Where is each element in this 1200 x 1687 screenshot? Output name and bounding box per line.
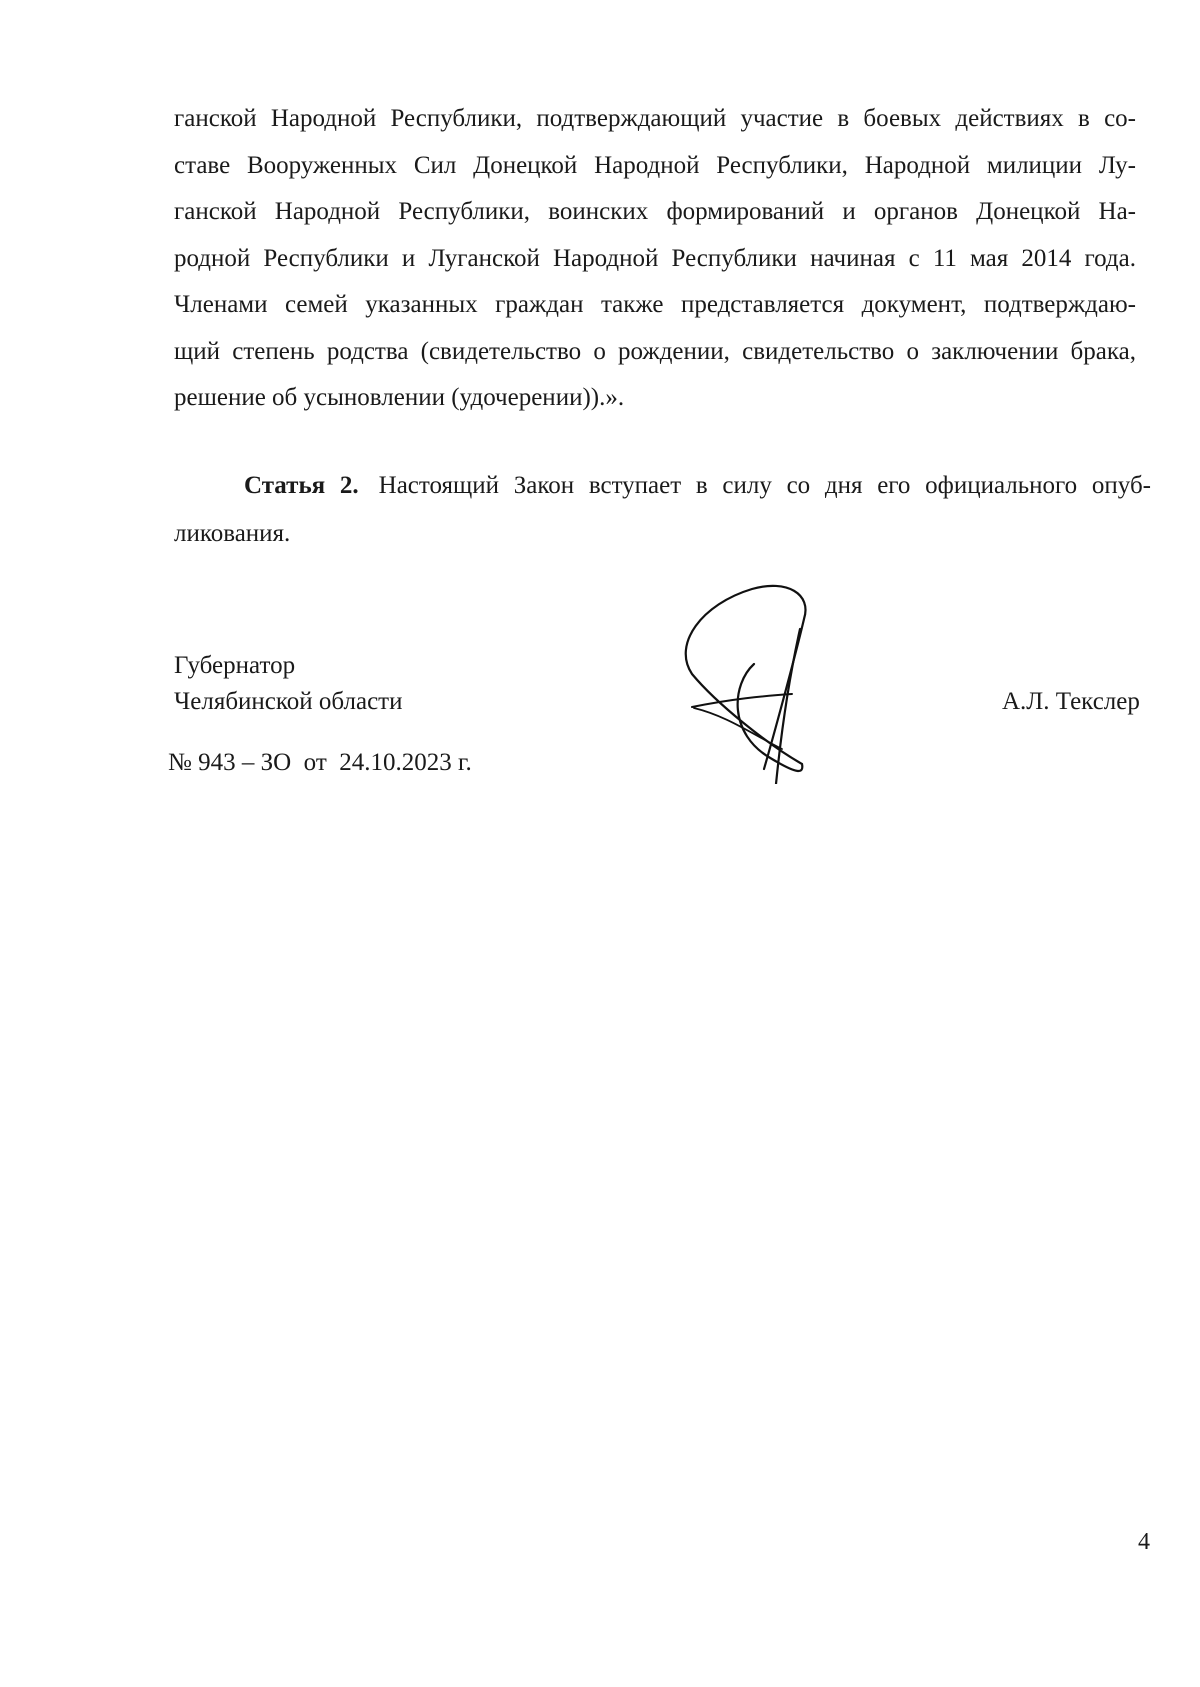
law-number-date: № 943 – ЗО от 24.10.2023 г. bbox=[168, 749, 472, 776]
signatory-title bbox=[174, 648, 402, 720]
signatory-region: Челябинской области bbox=[174, 688, 403, 715]
body-line: ганской Народной Республики, воинских формирований и органов Донецкой На- bbox=[174, 198, 1136, 225]
body-line: щий степень родства (свидетельство о рождении, свидетельство о заключении брака, bbox=[174, 337, 1136, 365]
handwritten-signature bbox=[672, 584, 872, 784]
article-text: Настоящий Закон вступает в силу со дня его официального опуб- bbox=[378, 472, 1151, 499]
body-line: ганской Народной Республики, подтверждающий участие в боевых действиях в со- bbox=[174, 105, 1136, 132]
body-line: решение об усыновлении (удочерении)).». bbox=[174, 384, 625, 411]
body-paragraph bbox=[174, 96, 1136, 422]
article-first-line bbox=[174, 462, 1151, 510]
body-line: родной Республики и Луганской Народной Республики начиная с 11 мая 2014 года. bbox=[174, 244, 1136, 272]
signatory-name: А.Л. Текслер bbox=[1002, 688, 1140, 715]
body-line: ставе Вооруженных Сил Донецкой Народной Республики, Народной милиции Лу- bbox=[174, 151, 1136, 179]
page-number: 4 bbox=[1138, 1529, 1150, 1555]
body-line: Членами семей указанных граждан также представляется документ, подтверждаю- bbox=[174, 291, 1136, 318]
article-second-line: ликования. bbox=[174, 520, 291, 547]
article-label: Статья 2. bbox=[244, 472, 359, 499]
signatory-position: Губернатор bbox=[174, 652, 296, 679]
article-2 bbox=[174, 462, 1151, 558]
